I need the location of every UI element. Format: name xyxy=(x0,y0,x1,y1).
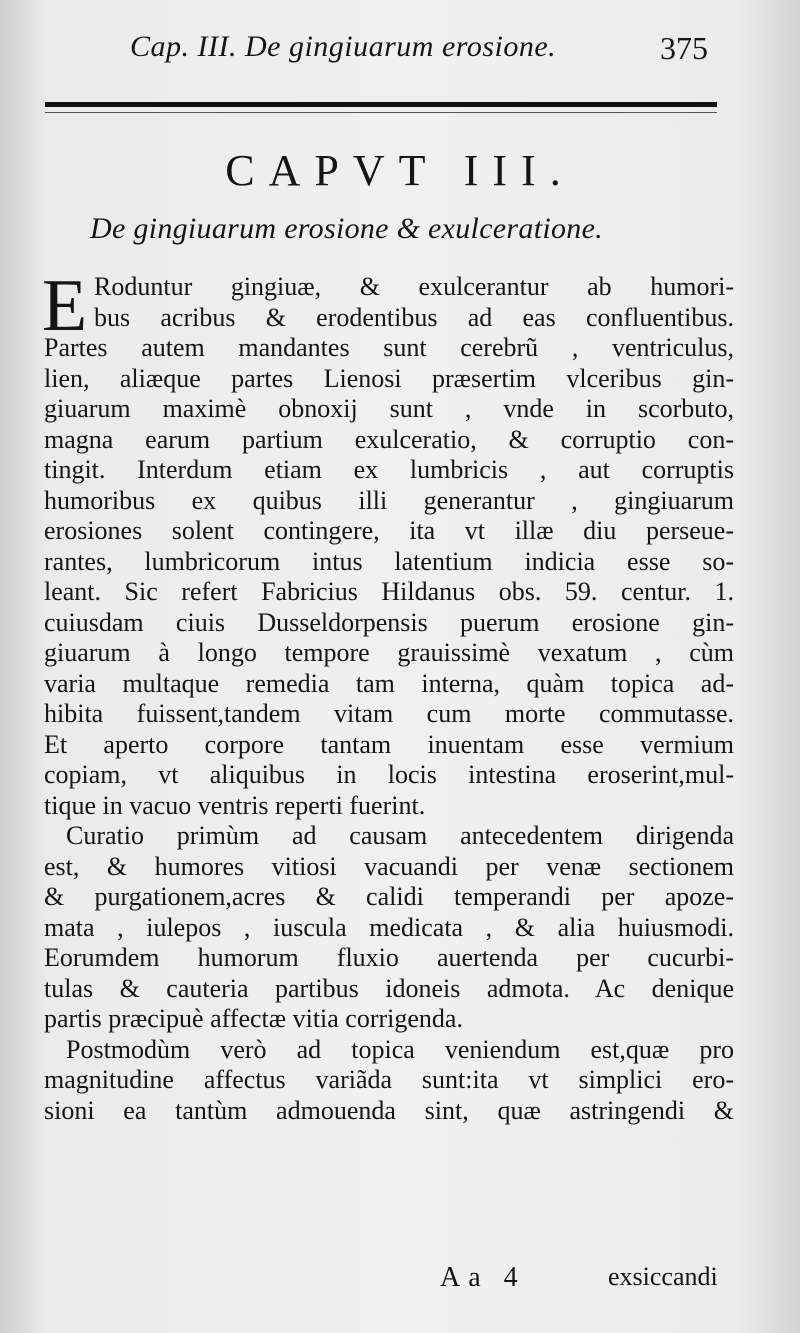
text-line: cuiusdam ciuis Dusseldorpensis puerum erosione gin- xyxy=(44,607,734,637)
text-line: leant. Sic refert Fabricius Hildanus obs. 59. centur. 1. xyxy=(44,577,734,606)
text-line: & purgationem,acres & calidi temperandi per apoze- xyxy=(44,882,734,911)
text-line: sioni ea tantùm admouenda sint, quæ astringendi & xyxy=(44,1095,734,1125)
text-line: tingit. Interdum etiam ex lumbricis , aut corruptis xyxy=(44,455,734,484)
text-line: magnitudine affectus variãda sunt:ita vt simplici ero- xyxy=(44,1065,734,1094)
text-line: magna earum partium exulceratio, & corruptio con- xyxy=(44,424,734,454)
text-line: varia multaque remedia tam interna, quàm topica ad- xyxy=(44,668,734,698)
text-line: Et aperto corpore tantam inuentam esse vermium xyxy=(44,729,734,759)
text-line: Eorumdem humorum fluxio auertenda per cucurbi- xyxy=(44,943,734,972)
body-text xyxy=(42,265,734,1126)
catchword: exsiccandi xyxy=(608,1262,718,1291)
text-line: tulas & cauteria partibus idoneis admota. Ac denique xyxy=(44,973,734,1003)
text-line: mata , iulepos , iuscula medicata , & alia huiusmodi. xyxy=(44,912,734,942)
text-line: bus acribus & erodentibus ad eas confluentibus. xyxy=(94,302,734,332)
text-line: Roduntur gingiuæ, & exulcerantur ab humori- xyxy=(94,272,734,301)
chapter-title: CAPVT III. xyxy=(225,146,575,195)
header-rule-thin xyxy=(45,112,717,113)
page-number: 375 xyxy=(660,30,708,66)
text-line: rantes, lumbricorum intus latentium indicia esse so- xyxy=(44,546,734,576)
text-line: humoribus ex quibus illi generantur , gingiuarum xyxy=(44,485,734,515)
text-line: est, & humores vitiosi vacuandi per venæ sectionem xyxy=(44,851,734,881)
text-line: tique in vacuo ventris reperti fuerint. xyxy=(44,790,426,820)
signature-mark: Aa 4 xyxy=(440,1262,526,1293)
chapter-subtitle: De gingiuarum erosione & exulceratione. xyxy=(90,212,603,245)
text-line: giuarum maximè obnoxij sunt , vnde in scorbuto, xyxy=(44,394,734,423)
header-rule xyxy=(45,102,717,107)
text-line: partis præcipuè affectæ vitia corrigenda. xyxy=(44,1004,463,1033)
text-line: Postmodùm verò ad topica veniendum est,quæ pro xyxy=(66,1034,734,1064)
page-footer xyxy=(440,1262,740,1298)
text-line: lien, aliæque partes Lienosi præsertim vlceribus gin- xyxy=(44,363,734,393)
text-line: Partes autem mandantes sunt cerebrũ , ventriculus, xyxy=(44,333,734,362)
text-line: copiam, vt aliquibus in locis intestina eroserint,mul- xyxy=(44,760,734,789)
text-line: erosiones solent contingere, ita vt illæ diu perseue- xyxy=(44,516,734,545)
text-line: giuarum à longo tempore grauissimè vexatum , cùm xyxy=(44,638,734,667)
running-head: Cap. III. De gingiuarum erosione. xyxy=(130,30,557,63)
text-line: hibita fuissent,tandem vitam cum morte commutasse. xyxy=(44,699,734,728)
text-line: Curatio primùm ad causam antecedentem dirigenda xyxy=(66,821,734,850)
drop-capital: E xyxy=(42,265,88,347)
